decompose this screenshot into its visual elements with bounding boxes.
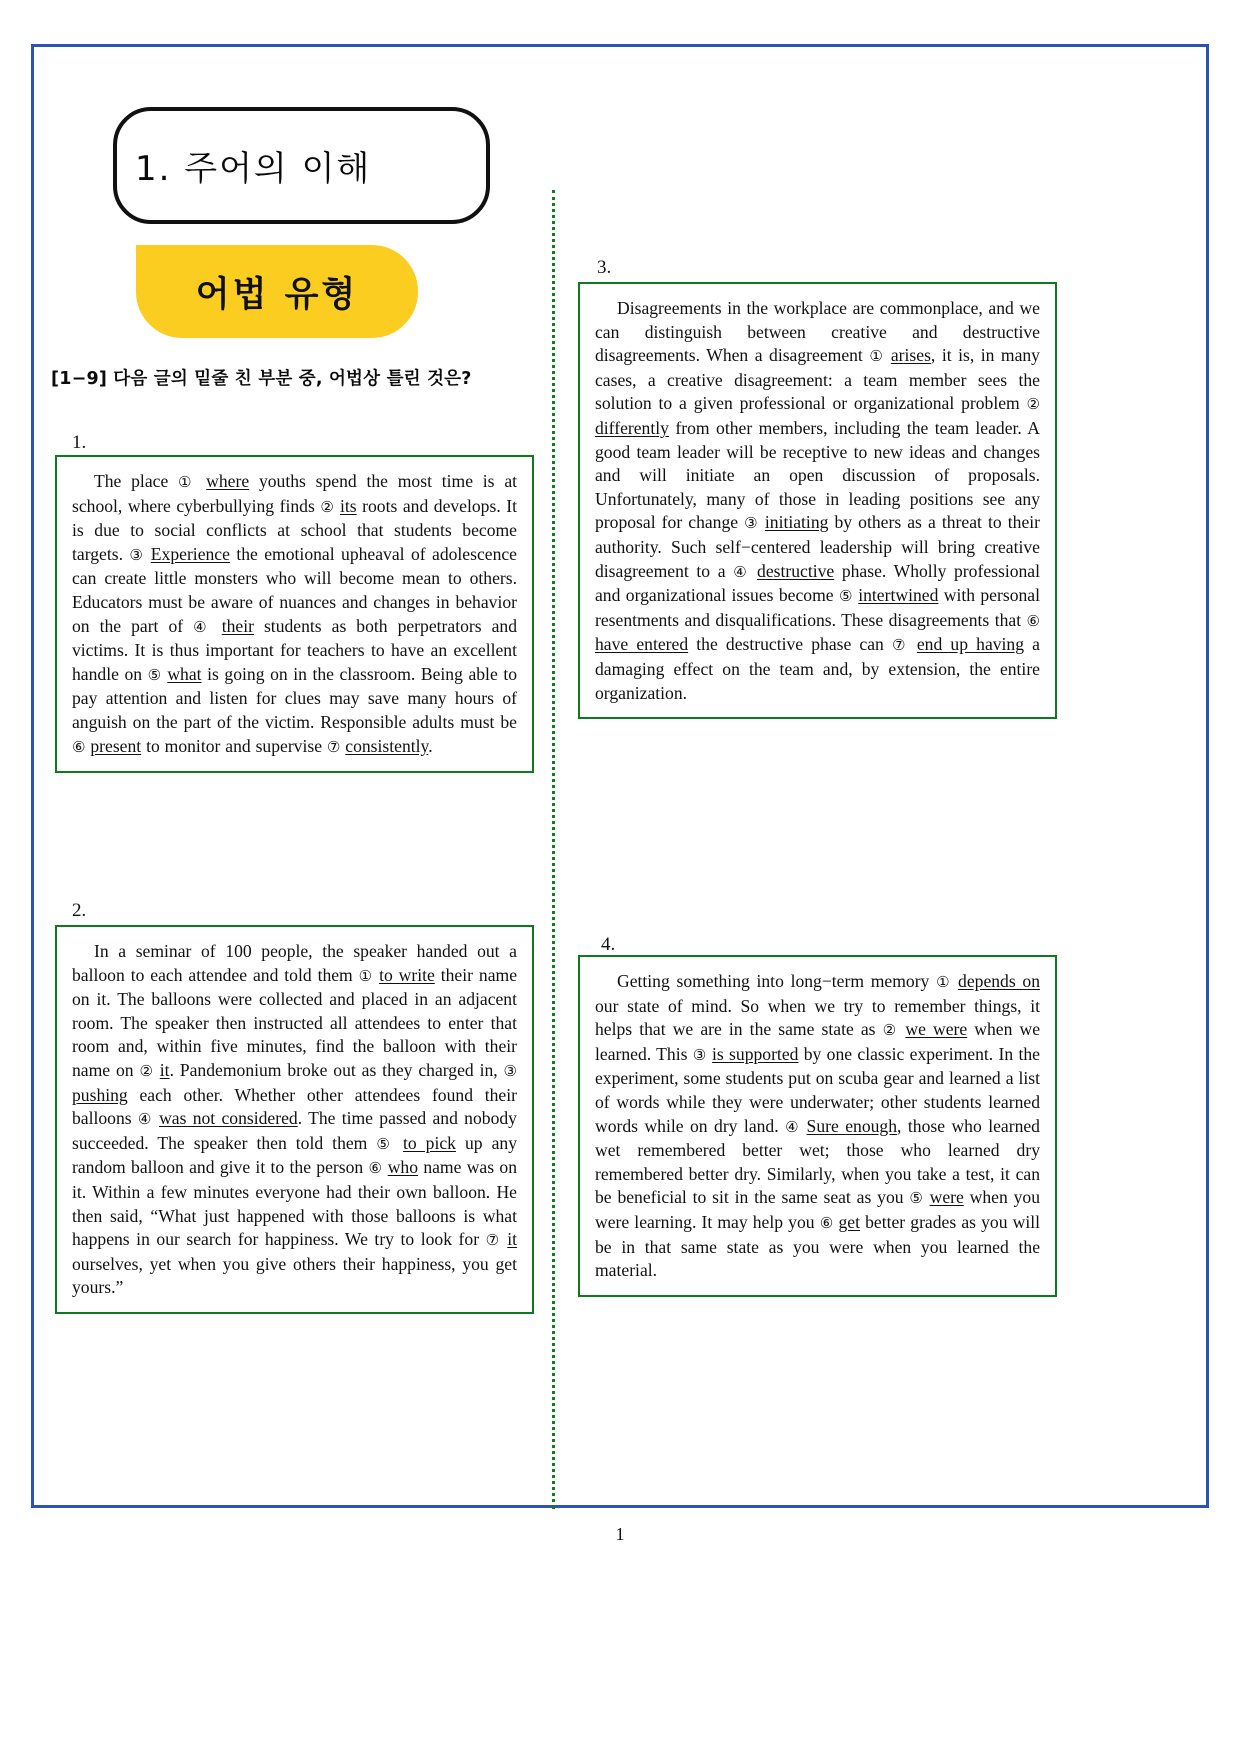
underlined-choice: Experience: [150, 543, 230, 564]
choice-marker: ⑥: [368, 1159, 383, 1178]
underlined-choice: arises: [890, 345, 931, 366]
choice-marker: ③: [744, 514, 759, 533]
choice-marker: ①: [936, 973, 952, 991]
question-number-3: 3.: [597, 257, 612, 278]
underlined-choice: were: [929, 1187, 964, 1208]
underlined-choice: we were: [905, 1019, 968, 1040]
choice-marker: ④: [137, 1110, 153, 1129]
underlined-choice: intertwined: [858, 585, 939, 606]
choice-marker: ②: [139, 1061, 154, 1080]
choice-marker: ②: [320, 497, 335, 516]
choice-marker: ⑥: [72, 737, 86, 756]
underlined-choice: what: [167, 663, 202, 684]
question-number-2: 2.: [72, 900, 87, 921]
choice-marker: ①: [358, 966, 374, 985]
underlined-choice: to pick: [402, 1132, 456, 1153]
choice-marker: ⑥: [1026, 611, 1040, 630]
choice-marker: ③: [129, 545, 145, 564]
choice-marker: ⑦: [485, 1231, 501, 1250]
underlined-choice: to write: [379, 964, 435, 985]
passage-text-2: In a seminar of 100 people, the speaker handed out a balloon to each attendee and told them ① to write their name on it. The balloons were collected and placed in an adjacent room. The speaker then instructed all attendees to enter that room and, within five minutes, find the balloon with their name on ② it. Pandemonium broke out as they charged in, ③ pushing each other. Whether other attendees found their balloons ④ was not considered. The time passed and nobody succeeded. The speaker then told them ⑤ to pick up any random balloon and give it to the person ⑥ who name was on it. Within a few minutes everyone had their own balloon. He then said, “What just happened with those balloons is what happens in our search for happiness. We try to look for ⑦ it ourselves, yet when you give others their happiness, you get yours.”: [72, 941, 518, 1298]
underlined-choice: its: [339, 495, 357, 516]
passage-box-1: [55, 455, 534, 773]
underlined-choice: it: [507, 1229, 518, 1250]
choice-marker: ⑦: [326, 737, 341, 756]
passage-box-2: [55, 925, 534, 1314]
page-title: 1. 주어의 이해: [135, 149, 372, 189]
passage-text-3: Disagreements in the workplace are commonplace, and we can distinguish between creative and destructive disagreements. When a disagreement ① arises, it is, in many cases, a creative disagreement: a team member sees the solution to a given professional or organizational problem ② differently from other members, including the team leader. A good team leader will be receptive to new ideas and changes and will initiate an open discussion of proposals. Unfortunately, many of those in leading positions see any proposal for change ③ initiating by others as a threat to their authority. Such self−centered leadership will bring creative disagreement to a ④ destructive phase. Wholly professional and organizational issues become ⑤ intertwined with personal resentments and disqualifications. These disagreements that ⑥ have entered the destructive phase can ⑦ end up having a damaging effect on the team and, by extension, the entire organization.: [595, 298, 1041, 703]
passage-box-3: [578, 282, 1057, 719]
underlined-choice: pushing: [72, 1084, 128, 1105]
underlined-choice: consistently: [345, 735, 429, 756]
underlined-choice: have entered: [595, 634, 689, 655]
underlined-choice: it: [159, 1059, 170, 1080]
instruction-line: [1−9] 다음 글의 밑줄 친 부분 중, 어법상 틀린 것은?: [51, 369, 472, 389]
underlined-choice: their: [221, 615, 254, 636]
choice-marker: ④: [193, 617, 212, 636]
underlined-choice: is supported: [711, 1043, 799, 1064]
underlined-choice: depends on: [958, 971, 1040, 991]
question-number-1: 1.: [72, 432, 87, 453]
underlined-choice: differently: [595, 417, 669, 438]
underlined-choice: destructive: [757, 560, 835, 581]
column-divider: [552, 190, 555, 1509]
underlined-choice: was not considered: [159, 1108, 298, 1129]
choice-marker: ②: [1026, 395, 1040, 414]
underlined-choice: end up having: [916, 634, 1025, 655]
choice-marker: ②: [882, 1021, 899, 1040]
choice-marker: ④: [785, 1117, 801, 1136]
passage-text-4: Getting something into long−term memory ① depends on our state of mind. So when we try to remember things, it helps that we are in the same state as ② we were when we learned. This ③ is supported by one classic experiment. In the experiment, some students put on scuba gear and learned a list of words while they were underwater; other students learned words while on dry land. ④ Sure enough, those who learned wet remembered better wet; those who learned dry remembered better dry. Similarly, when you take a test, it can be beneficial to sit in the same seat as you ⑤ were when you were learning. It may help you ⑥ get better grades as you will be in that same state as you were when you learned the material.: [595, 971, 1041, 1281]
question-type-badge-label: 어법 유형: [195, 274, 359, 315]
choice-marker: ⑤: [909, 1189, 924, 1208]
choice-marker: ①: [869, 347, 885, 366]
choice-marker: ⑥: [819, 1213, 834, 1232]
choice-marker: ④: [733, 562, 750, 581]
choice-marker: ⑤: [376, 1134, 394, 1153]
choice-marker: ⑦: [892, 636, 909, 655]
passage-box-4: [578, 955, 1057, 1297]
underlined-choice: Sure enough: [806, 1115, 898, 1136]
underlined-choice: get: [838, 1211, 860, 1232]
underlined-choice: present: [90, 735, 142, 756]
underlined-choice: where: [206, 471, 250, 491]
question-type-badge: [136, 245, 418, 338]
underlined-choice: who: [387, 1157, 419, 1178]
choice-marker: ①: [178, 473, 197, 491]
question-number-4: 4.: [601, 934, 616, 955]
choice-marker: ⑤: [838, 587, 853, 606]
passage-text-1: The place ① where youths spend the most time is at school, where cyberbullying finds ② its roots and develops. It is due to social conflicts at school that students become targets. ③ Experience the emotional upheaval of adolescence can create little monsters who will become mean to others. Educators must be aware of nuances and changes in behavior on the part of ④ their students as both perpetrators and victims. It is thus important for teachers to have an excellent handle on ⑤ what is going on in the classroom. Being able to pay attention and listen for clues may save many hours of anguish on the part of the victim. Responsible adults must be ⑥ present to monitor and supervise ⑦ consistently.: [72, 471, 518, 756]
choice-marker: ③: [692, 1045, 707, 1064]
choice-marker: ③: [503, 1061, 517, 1080]
choice-marker: ⑤: [147, 665, 162, 684]
page-number: 1: [615, 1524, 625, 1544]
underlined-choice: initiating: [764, 512, 829, 533]
unit-title-box: [113, 107, 490, 224]
